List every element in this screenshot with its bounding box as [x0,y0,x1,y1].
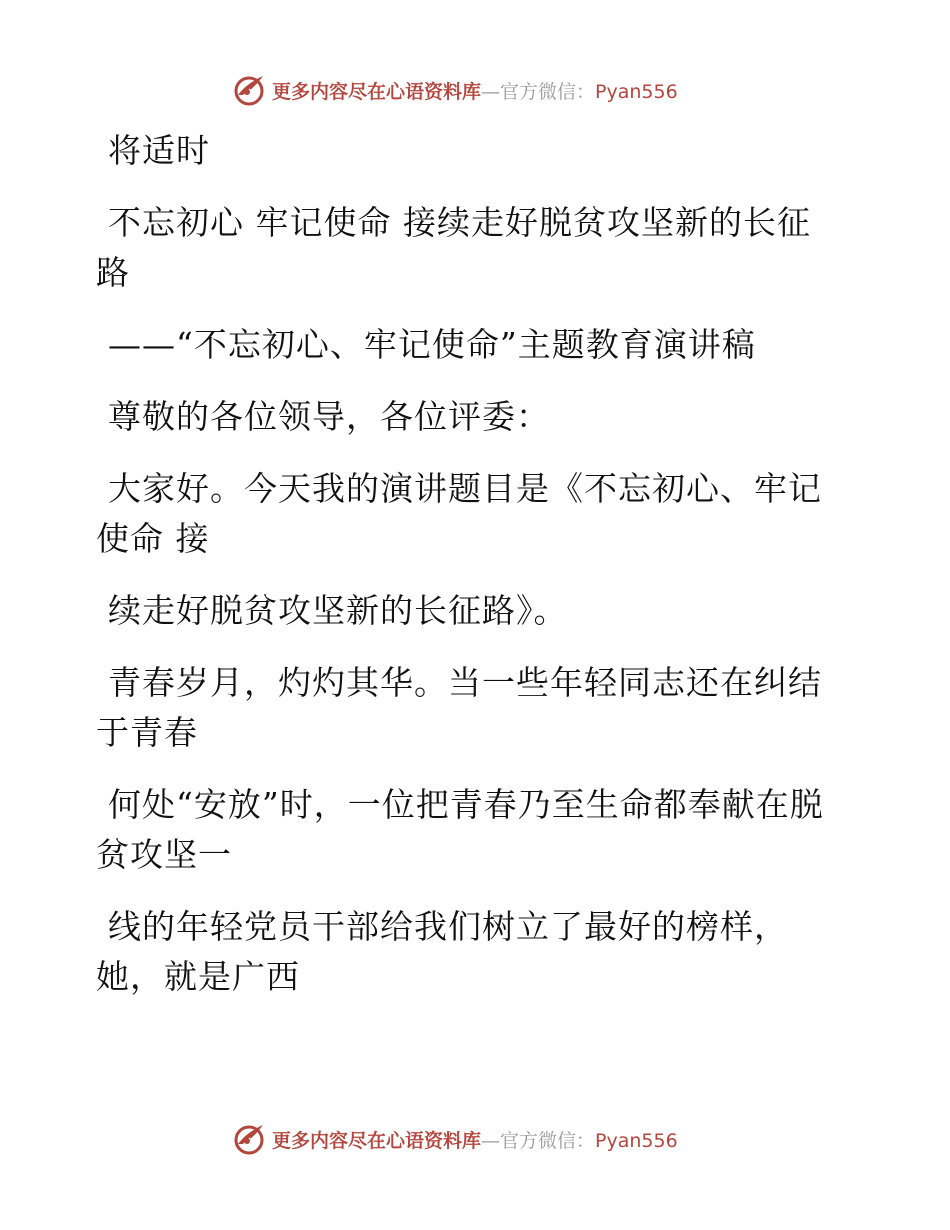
header-watermark-banner [232,72,732,108]
header-banner-text [272,77,678,104]
footer-brand-text: 更多内容尽在心语资料库 [272,1129,482,1152]
paragraph: 将适时 [108,131,210,170]
header-brand-text: 更多内容尽在心语资料库 [272,80,482,103]
document-body [96,126,836,1024]
footer-separator: — [481,1129,501,1152]
paragraph: 大家好。今天我的演讲题目是《不忘初心、牢记使命 接 [96,469,822,558]
header-separator: — [481,80,501,103]
footer-wechat-id: Pyan556 [595,1129,678,1152]
paragraph: 尊敬的各位领导，各位评委： [108,397,550,436]
paragraph: 何处“安放”时，一位把青春乃至生命都奉献在脱贫攻坚一 [96,785,824,874]
paragraph: ——“不忘初心、牢记使命”主题教育演讲稿 [108,325,756,364]
header-wechat-label: 官方微信： [500,80,596,103]
footer-banner-text [272,1126,678,1153]
paragraph: 续走好脱贫攻坚新的长征路》。 [108,591,568,630]
footer-watermark-banner [232,1121,732,1157]
paragraph: 青春岁月，灼灼其华。当一些年轻同志还在纠结于青春 [96,663,822,752]
paragraph: 不忘初心 牢记使命 接续走好脱贫攻坚新的长征路 [96,203,811,292]
quill-circle-logo-icon [232,1122,266,1156]
footer-wechat-label: 官方微信： [500,1129,596,1152]
paragraph: 线的年轻党员干部给我们树立了最好的榜样，她，就是广西 [96,907,788,996]
quill-circle-logo-icon [232,73,266,107]
header-wechat-id: Pyan556 [595,80,678,103]
